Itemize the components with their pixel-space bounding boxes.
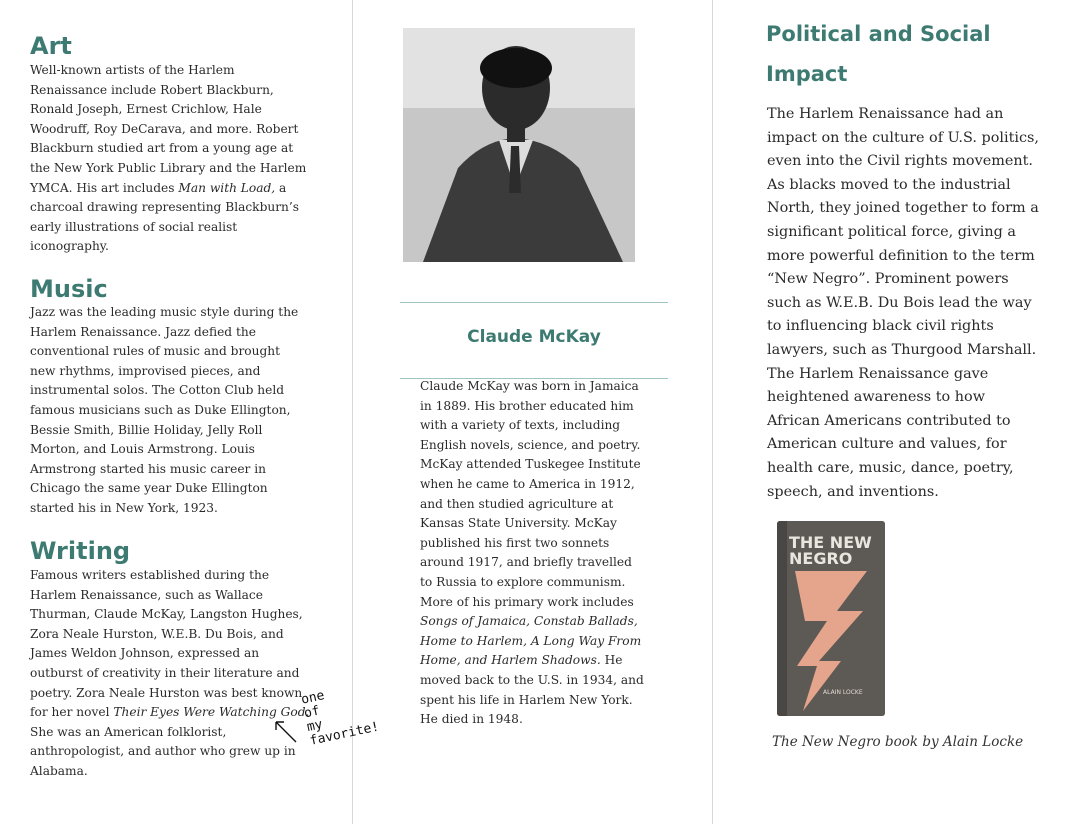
writing-paragraph: Famous writers established during the Harlem Renaissance, such as Wallace Thurman, Claude McKay, Langston Hughes, Zora Neale Hurston, W.E.B. Du Bois, and James Weldon Johnson, expressed an outburst of creativity in their literature and poetry. Zora Neale Hurston was best known for her novel Their Eyes Were Watching God. She was an American folklorist, anthropologist, and author who grew up in Alabama. xyxy=(30,568,310,778)
art-paragraph: Well-known artists of the Harlem Renaissance include Robert Blackburn, Ronald Joseph, Ernest Crichlow, Hale Woodruff, Roy DeCarava, and more. Robert Blackburn studied art from a young age at the New York Public Library and the Harlem YMCA. His art includes Man with Load, a charcoal drawing representing Blackburn’s early illustrations of social realist iconography. xyxy=(30,63,307,254)
political-social-heading: Political and Social Impact xyxy=(766,22,991,86)
handwritten-arrow xyxy=(272,716,302,746)
music-heading: Music xyxy=(30,275,108,303)
book-caption: The New Negro book by Alain Locke xyxy=(772,734,1024,750)
right-fold-line xyxy=(712,0,713,824)
book-title: THE NEW NEGRO xyxy=(789,533,872,568)
new-negro-book-cover xyxy=(777,521,885,716)
political-social-paragraph: The Harlem Renaissance had an impact on the culture of U.S. politics, even into the Civil rights movement. As blacks moved to the industrial North, they joined together to form a significant political force, giving a more powerful definition to the term “New Negro”. Prominent powers such as W.E.B. Du Bois lead the way to influencing black civil rights lawyers, such as Thurgood Marshall. The Harlem Renaissance gave heightened awareness to how African Americans contributed to American culture and values, for health care, music, dance, poetry, speech, and inventions. xyxy=(767,106,1039,500)
music-paragraph: Jazz was the leading music style during the Harlem Renaissance. Jazz defied the conventional rules of music and brought new rhythms, improvised pieces, and instrumental solos. The Cotton Club held famous musicians such as Duke Ellington, Bessie Smith, Billie Holiday, Jelly Roll Morton, and Louis Armstrong. Louis Armstrong started his music career in Chicago the same year Duke Ellington started his in New York, 1923. xyxy=(30,305,299,515)
claude-mckay-portrait xyxy=(403,28,635,262)
claude-mckay-heading: Claude McKay xyxy=(467,327,601,347)
top-divider xyxy=(400,302,668,303)
writing-heading: Writing xyxy=(30,537,131,565)
handwritten-note: one of my favorite! xyxy=(299,688,381,749)
claude-mckay-paragraph: Claude McKay was born in Jamaica in 1889. His brother educated him with a variety of texts, including English novels, science, and poetry. McKay attended Tuskegee Institute when he came to America in 1912, and then studied agriculture at Kansas State University. McKay published his first two sonnets around 1917, and briefly travelled to Russia to explore communism. More of his primary work includes Songs of Jamaica, Constab Ballads, Home to Harlem, A Long Way From Home, and Harlem Shadows. He moved back to the U.S. in 1934, and spent his life in Harlem New York. He died in 1948. xyxy=(420,379,644,727)
book-author: ALAIN LOCKE xyxy=(823,689,863,696)
art-heading: Art xyxy=(30,32,72,60)
